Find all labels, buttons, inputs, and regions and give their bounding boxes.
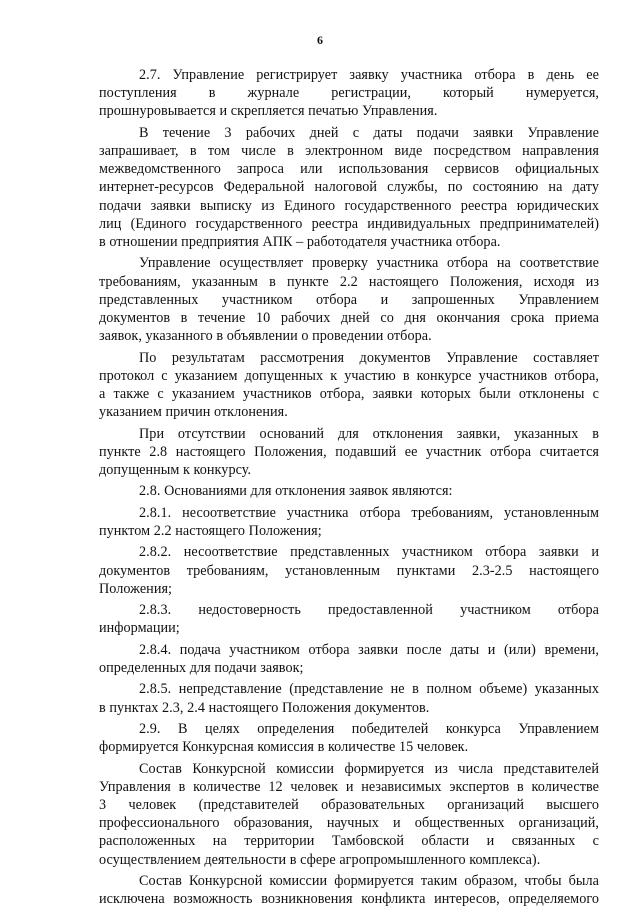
text-line: определенных для подачи заявок; [99,659,304,676]
text-line: протокол с указанием допущенных к участию в конкурсе участников отбора, [99,367,599,384]
text-line: осуществлением деятельности в сфере агропромышленного комплекса). [99,851,541,868]
text-line: 3 человек (представителей образовательных организаций высшего [99,796,599,813]
text-line: представленных участником отбора и запрошенных Управлением [99,291,599,308]
paragraph-p-2-8-2 [99,543,599,598]
text-line: 2.8. Основаниями для отклонения заявок являются: [139,483,453,500]
paragraph-p-commission-composition [99,760,599,869]
text-line: Состав Конкурсной комиссии формируется таким образом, чтобы была [139,872,599,889]
text-line: 2.8.4. подача участником отбора заявки после даты и (или) времени, [139,641,599,658]
text-line: Положения; [99,580,173,597]
paragraph-p-interagency-request [99,124,599,251]
text-line: 2.7. Управление регистрирует заявку участника отбора в день ее [139,67,599,83]
paragraph-p-compliance-check [99,254,599,345]
paragraph-p-2-8 [99,482,599,500]
text-line: формируется Конкурсная комиссия в количестве 15 человек. [99,739,469,756]
text-line: Состав Конкурсной комиссии формируется из числа представителей [139,760,599,777]
text-line: запрашивает, в том числе в электронном виде посредством направления [99,143,599,159]
paragraph-p-2-7 [99,66,599,121]
paragraph-p-2-8-1 [99,504,599,540]
text-line: Управление осуществляет проверку участника отбора на соответствие [139,255,599,272]
paragraph-p-2-8-3 [99,601,599,637]
paragraph-p-protocol [99,349,599,422]
document-body [99,66,599,912]
text-line: пунктом 2.2 настоящего Положения; [99,523,322,539]
text-line: пункте 2.8 настоящего Положения, подавший ее участник отбора считается [99,443,599,460]
paragraph-p-conflict-of-interest [99,872,599,908]
paragraph-p-2-8-4 [99,641,599,677]
text-line: В течение 3 рабочих дней с даты подачи заявки Управление [139,124,599,141]
text-line: указанием причин отклонения. [99,404,288,421]
text-line: 2.8.1. несоответствие участника отбора требованиям, установленным [139,504,599,521]
text-line: документов требованиям, установленным пунктами 2.3-2.5 настоящего [99,562,599,579]
text-line: интернет-ресурсов Федеральной налоговой службы, по состоянию на дату [99,179,599,196]
text-line: в пунктах 2.3, 2.4 настоящего Положения документов. [99,699,430,716]
text-line: а также с указанием участников отбора, заявки которых были отклонены с [99,386,599,403]
text-line: профессионального образования, научных и общественных организаций, [99,815,599,832]
text-line: прошнуровывается и скрепляется печатью Управления. [99,103,438,120]
text-line: 2.8.3. недостоверность предоставленной участником отбора [139,602,599,619]
text-line: 2.8.2. несоответствие представленных участником отбора заявки и [139,544,599,561]
paragraph-p-2-8-5 [99,680,599,716]
text-line: информации; [99,620,180,637]
text-line: требованиям, указанным в пункте 2.2 настоящего Положения, исходя из [99,273,599,290]
paragraph-p-2-9 [99,720,599,756]
text-line: межведомственного запроса или использования сервисов официальных [99,161,599,178]
text-line: лиц (Единого государственного реестра индивидуальных предпринимателей) [99,215,599,232]
page-number: 6 [317,33,323,47]
text-line: поступления в журнале регистрации, который нумеруется, [99,85,599,102]
text-line: 2.8.5. непредставление (представление не в полном объеме) указанных [139,681,599,698]
text-line: заявок, указанного в объявлении о проведении отбора. [99,328,432,345]
text-line: При отсутствии оснований для отклонения заявки, указанных в [139,425,599,442]
text-line: в отношении предприятия АПК – работодателя участника отбора. [99,234,501,251]
text-line: допущенным к конкурсу. [99,462,252,479]
paragraph-p-admitted [99,425,599,480]
text-line: исключена возможность возникновения конфликта интересов, определяемого [99,891,599,908]
text-line: документов в течение 10 рабочих дней со дня окончания срока приема [99,310,599,327]
text-line: расположенных на территории Тамбовской области и связанных с [99,833,599,850]
text-line: По результатам рассмотрения документов Управление составляет [139,349,599,366]
text-line: 2.9. В целях определения победителей конкурса Управлением [139,720,599,737]
text-line: Управления в количестве 12 человек и независимых экспертов в количестве [99,778,599,795]
text-line: подачи заявки выписку из Единого государственного реестра юридических [99,197,599,214]
